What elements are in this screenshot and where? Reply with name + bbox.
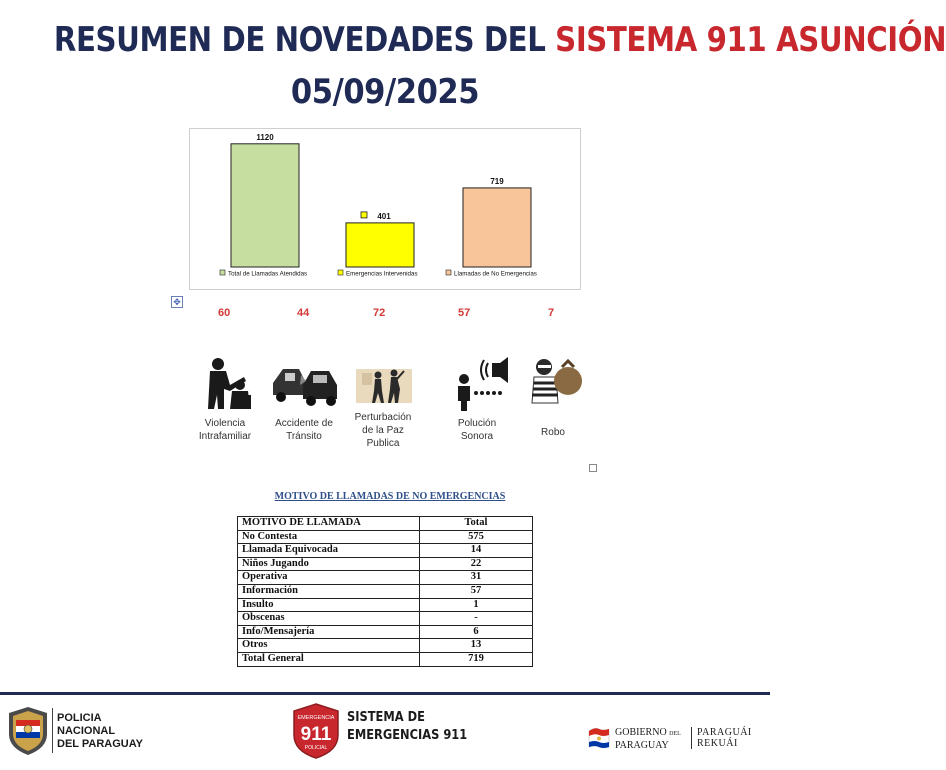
- slogan-line: REKUÁI: [697, 738, 738, 749]
- policia-line: NACIONAL: [57, 725, 116, 737]
- noise-pollution-icon: [442, 355, 512, 411]
- robbery-icon: [518, 355, 588, 411]
- title-highlight: SISTEMA 911 ASUNCIÓN: [555, 20, 946, 60]
- car-crash-icon: [269, 355, 339, 411]
- chart-data-label: 1120: [256, 132, 274, 142]
- gobierno-country: PARAGUAY: [615, 740, 669, 751]
- chart-bar: [463, 188, 531, 267]
- badge-top-text: EMERGENCIA: [297, 715, 335, 721]
- table-cell: 31: [420, 571, 533, 585]
- incident-perturbacion: [338, 355, 428, 450]
- table-cell: Información: [238, 584, 420, 598]
- table-row: [238, 557, 533, 571]
- sistema-line: EMERGENCIAS 911: [347, 728, 468, 743]
- table-total-row: [238, 652, 533, 666]
- incident-violencia: [180, 355, 270, 443]
- chart-bar: [346, 223, 414, 267]
- legend-label: Emergencias Intervenidas: [346, 270, 418, 278]
- policia-line: DEL PARAGUAY: [57, 738, 143, 750]
- table-row: [238, 612, 533, 626]
- gobierno-word: GOBIERNO: [615, 727, 667, 738]
- incident-label: Polución: [457, 418, 497, 429]
- table-cell: 719: [420, 652, 533, 666]
- table-row: [238, 530, 533, 544]
- incident-label: Accidente de: [275, 418, 333, 429]
- legend-label: Llamadas de No Emergencias: [454, 270, 537, 278]
- incident-accidente: [259, 355, 349, 443]
- incident-label: Sonora: [460, 431, 494, 442]
- disturbance-icon: [348, 355, 418, 411]
- incident-count: 72: [373, 307, 386, 319]
- table-cell: -: [420, 612, 533, 626]
- gobierno-del: DEL: [669, 731, 681, 737]
- table-cell: No Contesta: [238, 530, 420, 544]
- incident-label: Perturbación: [354, 412, 412, 423]
- table-cell: Info/Mensajería: [238, 625, 420, 639]
- footer-separator: [691, 727, 692, 749]
- table-cell: Insulto: [238, 598, 420, 612]
- chart-label-marker: [361, 212, 367, 218]
- table-row: [238, 598, 533, 612]
- incident-label: Intrafamiliar: [198, 431, 252, 442]
- policia-shield-logo: [7, 706, 49, 756]
- table-title: MOTIVO DE LLAMADAS DE NO EMERGENCIAS: [274, 491, 506, 502]
- table-cell: 575: [420, 530, 533, 544]
- table-cell: Llamada Equivocada: [238, 544, 420, 558]
- table-cell: Total General: [238, 652, 420, 666]
- header-cell: Total: [420, 517, 533, 531]
- gobierno-paraguay-logo: [615, 727, 681, 751]
- table-cell: Operativa: [238, 571, 420, 585]
- incident-count: 44: [297, 307, 310, 319]
- table-header-row: [238, 517, 533, 531]
- move-handle-icon[interactable]: ✥: [171, 296, 183, 308]
- legend-label: Total de Llamadas Atendidas: [228, 270, 308, 278]
- incident-label: Publica: [366, 438, 400, 449]
- paraguai-rekuai-slogan: [697, 727, 752, 749]
- table-cell: Niños Jugando: [238, 557, 420, 571]
- incident-robo: [508, 355, 598, 439]
- table-cell: Otros: [238, 639, 420, 653]
- incident-label: Robo: [541, 427, 565, 438]
- emergencias-911-badge: [292, 703, 340, 759]
- badge-bottom-text: POLICIAL: [304, 745, 328, 751]
- sistema-line: SISTEMA DE: [347, 710, 425, 725]
- table-row: [238, 571, 533, 585]
- header-cell: MOTIVO DE LLAMADA: [238, 517, 420, 531]
- calls-bar-chart: [189, 128, 581, 290]
- table-cell: 22: [420, 557, 533, 571]
- table-row: [238, 584, 533, 598]
- chart-data-label: 401: [377, 211, 391, 221]
- footer-divider: [0, 692, 770, 695]
- incident-label: Tránsito: [286, 431, 322, 442]
- incident-label: Violencia: [204, 418, 246, 429]
- slogan-line: PARAGUÁI: [697, 727, 752, 738]
- title-text: RESUMEN DE NOVEDADES DEL: [53, 20, 556, 60]
- table-cell: 6: [420, 625, 533, 639]
- badge-number: 911: [300, 724, 332, 745]
- footer-separator: [52, 708, 53, 753]
- policia-line: POLICIA: [57, 712, 102, 724]
- non-emergency-table: [237, 516, 533, 667]
- domestic-violence-icon: [190, 355, 260, 411]
- chart-bar: [231, 144, 299, 267]
- table-cell: 13: [420, 639, 533, 653]
- table-cell: 14: [420, 544, 533, 558]
- table-cell: 57: [420, 584, 533, 598]
- incident-label: de la Paz: [362, 425, 404, 436]
- policia-name: [57, 712, 143, 751]
- legend-swatch: [220, 270, 225, 275]
- legend-swatch: [338, 270, 343, 275]
- table-cell: 1: [420, 598, 533, 612]
- page-title: [53, 20, 946, 60]
- table-cell: Obscenas: [238, 612, 420, 626]
- report-date: 05/09/2025: [290, 72, 480, 112]
- legend-swatch: [446, 270, 451, 275]
- incident-count: 60: [218, 307, 231, 319]
- sistema-name: [347, 709, 467, 745]
- incident-count: 57: [458, 307, 471, 319]
- paraguay-flag-icon: [587, 727, 611, 749]
- resize-handle[interactable]: [589, 464, 597, 472]
- table-row: [238, 544, 533, 558]
- table-row: [238, 625, 533, 639]
- chart-data-label: 719: [490, 176, 504, 186]
- incident-count: 7: [548, 307, 555, 319]
- table-row: [238, 639, 533, 653]
